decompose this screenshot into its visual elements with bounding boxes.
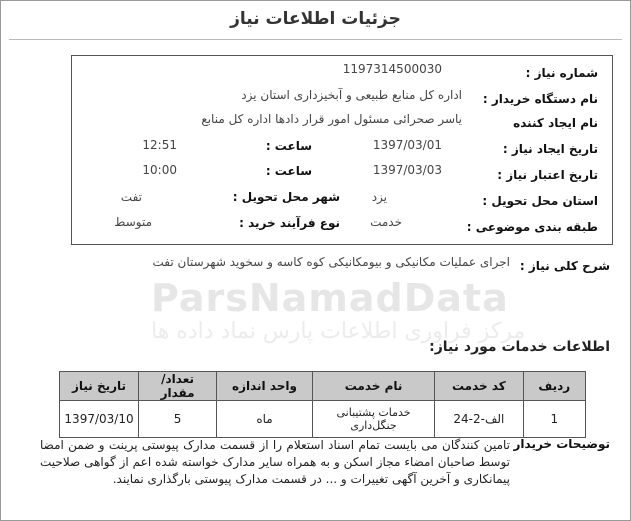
services-header-row xyxy=(60,372,586,401)
created-date-label: تاریخ ایجاد نیاز : xyxy=(502,142,598,156)
valid-date-label: تاریخ اعتبار نیاز : xyxy=(497,168,598,182)
col-service-name: نام خدمت xyxy=(312,372,434,401)
valid-time-value: 10:00 xyxy=(142,163,177,177)
process-label: نوع فرآیند خرید : xyxy=(239,216,340,230)
creator-label: نام ایجاد کننده xyxy=(513,116,598,130)
cell-service-code: الف-2-24 xyxy=(435,401,523,438)
cell-unit: ماه xyxy=(217,401,313,438)
category-label: طبقه بندی موضوعی : xyxy=(466,220,598,234)
services-section-title: اطلاعات خدمات مورد نیاز: xyxy=(429,339,610,355)
city-value: تفت xyxy=(120,190,142,204)
col-service-code: کد خدمت xyxy=(435,372,523,401)
col-quantity: تعداد/ مقدار xyxy=(139,372,217,401)
title-divider xyxy=(9,39,622,40)
cell-service-name: خدمات پشتیبانی جنگل‌داری xyxy=(312,401,434,438)
description-value: اجرای عملیات مکانیکی و بیومکانیکی کوه کاسه و سخوید شهرستان تفت xyxy=(152,255,510,269)
created-time-label: ساعت : xyxy=(265,139,312,153)
need-number-value: 1197314500030 xyxy=(342,62,442,76)
process-value: متوسط xyxy=(114,215,152,229)
cell-row-number: 1 xyxy=(523,401,585,438)
buyer-notes-text: تامین کنندگان می بایست تمام اسناد استعلام را از قسمت مدارک پیوستی پرینت و ضمن امضا توسط صاحبان امضاء مجاز اسکن و به همراه سایر مدارک خواسته شده اعم از گواهی صلاحیت پیمانکاری و آخرین آگهی تغییرات و ... در قسمت مدارک پیوستی بارگذاری نمایند. xyxy=(40,438,510,486)
need-info-box xyxy=(71,55,613,245)
page-title: جزئیات اطلاعات نیاز xyxy=(230,9,401,29)
cell-need-date: 1397/03/10 xyxy=(60,401,139,438)
buyer-notes-label: توضیحات خریدار xyxy=(513,437,610,451)
province-label: استان محل تحویل : xyxy=(482,194,598,208)
buyer-org-label: نام دستگاه خریدار : xyxy=(482,92,598,106)
col-unit: واحد اندازه xyxy=(217,372,313,401)
valid-date-value: 1397/03/03 xyxy=(372,163,442,177)
cell-quantity: 5 xyxy=(139,401,217,438)
col-need-date: تاریخ نیاز xyxy=(60,372,139,401)
col-row-number: ردیف xyxy=(523,372,585,401)
watermark-brand: ParsNamadData xyxy=(151,276,509,320)
services-table xyxy=(59,371,586,438)
table-row xyxy=(60,401,586,438)
buyer-org-value: اداره کل منابع طبیعی و آبخیزداری استان یزد xyxy=(241,88,462,102)
category-value: خدمت xyxy=(370,215,402,229)
watermark-subtitle: مرکز فراوری اطلاعات پارس نماد داده ها xyxy=(151,319,526,344)
creator-value: یاسر صحرائی مسئول امور قرار دادها اداره کل منابع xyxy=(201,112,462,126)
need-number-label: شماره نیاز : xyxy=(525,66,598,80)
created-time-value: 12:51 xyxy=(142,138,177,152)
created-date-value: 1397/03/01 xyxy=(372,138,442,152)
province-value: یزد xyxy=(371,190,387,204)
valid-time-label: ساعت : xyxy=(265,164,312,178)
description-label: شرح کلی نیاز : xyxy=(519,259,610,273)
city-label: شهر محل تحویل : xyxy=(232,190,340,204)
